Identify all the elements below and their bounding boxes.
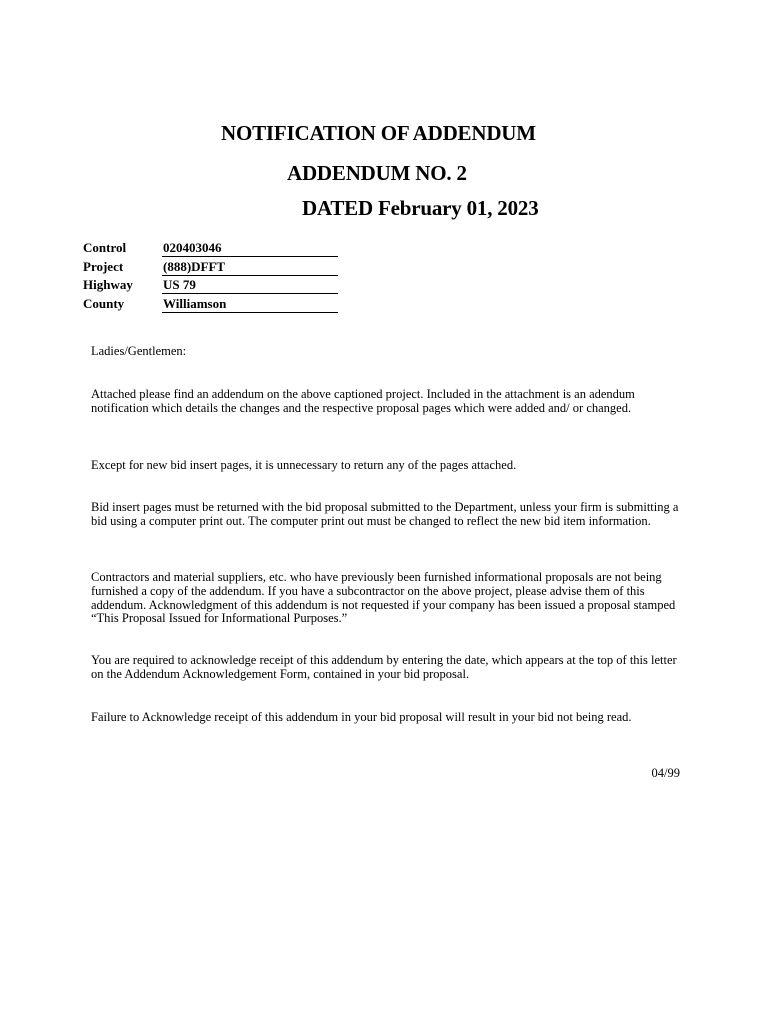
underline (162, 312, 338, 313)
paragraph-attachment: Attached please find an addendum on the above captioned project. Included in the attachment is an adendum notification which details the changes and the respective proposal pages which were added and/ or changed. (91, 387, 635, 415)
document-title: NOTIFICATION OF ADDENDUM (221, 121, 536, 145)
underline (162, 256, 338, 257)
underline (162, 275, 338, 276)
salutation: Ladies/Gentlemen: (91, 344, 187, 358)
paragraph-return-pages: Except for new bid insert pages, it is unnecessary to return any of the pages attached. (91, 458, 517, 472)
paragraph-acknowledge: You are required to acknowledge receipt of this addendum by entering the date, which appears at the top of this letter on the Addendum Acknowledgement Form, contained in your bid proposal. (91, 653, 677, 681)
info-value: Williamson (163, 295, 227, 311)
addendum-number: ADDENDUM NO. 2 (287, 161, 467, 185)
paragraph-failure: Failure to Acknowledge receipt of this addendum in your bid proposal will result in your bid not being read. (91, 710, 632, 724)
form-code: 04/99 (651, 766, 680, 780)
info-value: (888)DFFT (163, 258, 226, 274)
info-value: US 79 (163, 277, 196, 292)
info-label: Highway (83, 277, 133, 292)
addendum-date: DATED February 01, 2023 (302, 196, 539, 220)
paragraph-bid-insert: Bid insert pages must be returned with the bid proposal submitted to the Department, unless your firm is submitting a bid using a computer print out. The computer print out must be changed to reflect the new bid item information. (91, 500, 679, 528)
paragraph-contractors: Contractors and material suppliers, etc. who have previously been furnished informational proposals are not being furnished a copy of the addendum. If you have a subcontractor on the above project, please advise them of this addendum. Acknowledgment of this addendum is not requested if your company has been issued a proposal stamped “This Proposal Issued for Informational Purposes.” (91, 570, 676, 626)
info-value: 020403046 (163, 240, 222, 255)
info-label: Project (83, 258, 124, 274)
info-label: County (83, 295, 125, 311)
underline (162, 293, 338, 294)
info-label: Control (83, 240, 127, 255)
